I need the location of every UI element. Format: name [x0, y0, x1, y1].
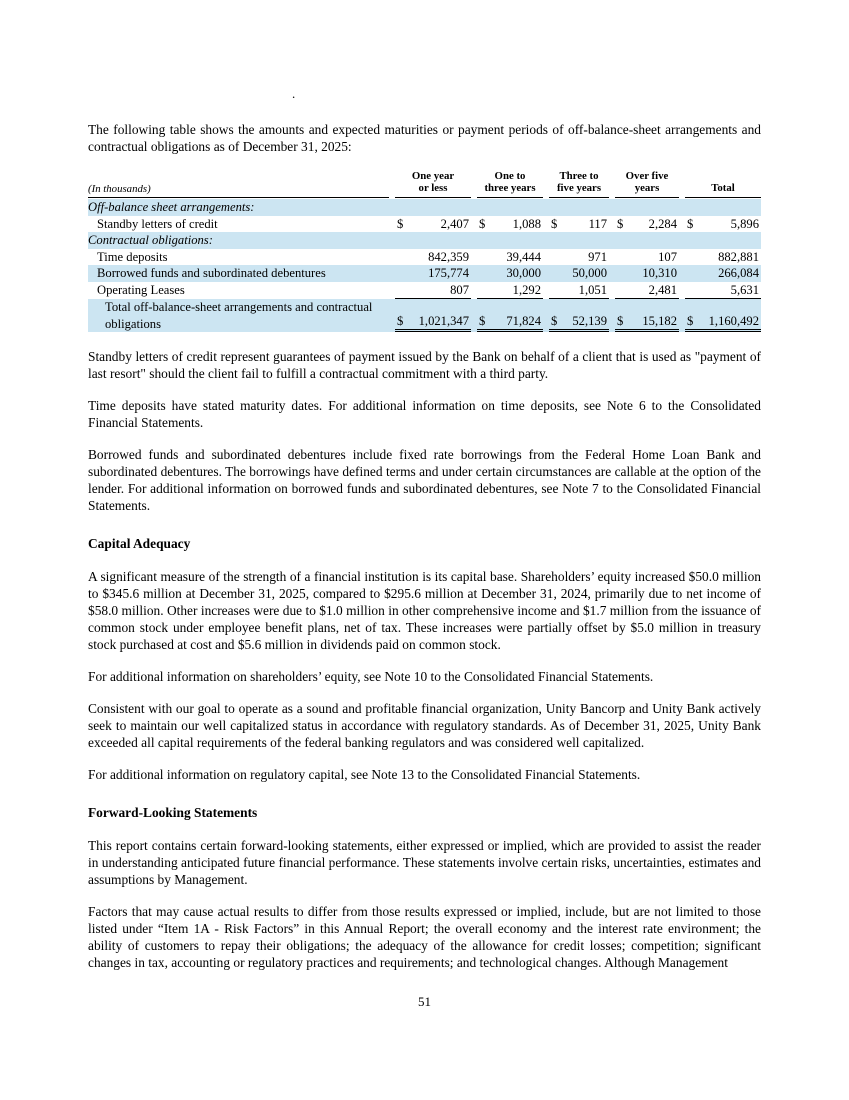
- cell-one-year: [395, 265, 471, 282]
- dollar-sign: $: [551, 216, 558, 231]
- forward-looking-p1: This report contains certain forward-looking statements, either expressed or implied, which are provided to assist the reader in understanding anticipated future financial performance. These statements involve certain risks, uncertainties, estimates and assumptions by Management.: [88, 838, 761, 887]
- row-label: Borrowed funds and subordinated debentures: [97, 266, 326, 280]
- cell-total: [685, 249, 761, 266]
- table-row-operating-leases: [88, 282, 761, 300]
- intro-paragraph: The following table shows the amounts and expected maturities or payment periods of off-balance-sheet arrangements and contractual obligations as of December 31, 2025:: [88, 122, 761, 154]
- capital-adequacy-p4: For additional information on regulatory capital, see Note 13 to the Consolidated Financial Statements.: [88, 767, 641, 782]
- capital-adequacy-heading: Capital Adequacy: [88, 536, 191, 551]
- amount: 50,000: [572, 266, 607, 280]
- amount: 2,481: [648, 282, 677, 297]
- dollar-sign: $: [479, 216, 486, 231]
- table-row-grand-total: [88, 299, 761, 332]
- header-line: Total: [711, 182, 735, 194]
- table-row-standby-letters: [88, 216, 761, 233]
- standby-paragraph: Standby letters of credit represent guarantees of payment issued by the Bank on behalf of a client that is used as "payment of last resort" should the client fail to fulfill a contractual commitment with a third party.: [88, 349, 761, 381]
- cell-over-five: [615, 282, 679, 300]
- cell-three-to-five: [549, 249, 609, 266]
- col-header-one-to-three-years: [477, 170, 543, 198]
- table-row-borrowed-funds: [88, 265, 761, 282]
- cell-one-to-three: [477, 265, 543, 282]
- capital-adequacy-p3: Consistent with our goal to operate as a sound and profitable financial organization, Unity Bancorp and Unity Bank actively seek to maintain our well capitalized status in accordance with regulatory standards. As of December 31, 2025, Unity Bank exceeded all capital requirements of the federal banking regulators and was considered well capitalized.: [88, 701, 761, 750]
- amount: 71,824: [506, 313, 541, 328]
- header-line: Three to: [559, 170, 599, 182]
- header-line: One year: [411, 170, 455, 182]
- cell-one-to-three: [477, 313, 543, 333]
- header-line: One to: [494, 170, 526, 182]
- capital-adequacy-p2: For additional information on shareholders’ equity, see Note 10 to the Consolidated Financial Statements.: [88, 669, 654, 684]
- header-line: five years: [556, 182, 602, 194]
- dollar-sign: $: [479, 313, 486, 328]
- amount: 15,182: [642, 313, 677, 328]
- amount: 1,051: [578, 282, 607, 297]
- table-row-time-deposits: [88, 249, 761, 266]
- col-header-total: [685, 170, 761, 198]
- col-header-over-five-years: [615, 170, 679, 198]
- header-line: Over five: [625, 170, 669, 182]
- col-header-one-year-or-less: [395, 170, 471, 198]
- row-label: Total off-balance-sheet arrangements and contractual obligations: [105, 300, 373, 331]
- dollar-sign: $: [551, 313, 558, 328]
- dollar-sign: $: [397, 216, 404, 231]
- header-line: three years: [484, 182, 536, 194]
- amount: 266,084: [718, 266, 759, 280]
- cell-total: [685, 313, 761, 333]
- cell-over-five: [615, 313, 679, 333]
- amount: 10,310: [642, 266, 677, 280]
- cell-total: [685, 216, 761, 233]
- cell-one-to-three: [477, 249, 543, 266]
- amount: 5,631: [730, 282, 759, 297]
- cell-over-five: [615, 216, 679, 233]
- cell-total: [685, 265, 761, 282]
- capital-adequacy-p1: A significant measure of the strength of a financial institution is its capital base. Shareholders’ equity increased $50.0 million to $345.6 million at December 31, 2025, compared to $295.6 million at December 31, 2024, primarily due to net income of $58.0 million. Other increases were due to $1.0 million in other comprehensive income and $1.7 million from the issuance of common stock under employee benefit plans, net of tax. These increases were partially offset by $5.0 million in treasury stock purchased at cost and $5.6 million in dividends paid on common stock.: [88, 569, 761, 652]
- row-label: Time deposits: [97, 249, 168, 264]
- time-deposits-paragraph: Time deposits have stated maturity dates. For additional information on time deposits, see Note 6 to the Consolidated Financial Statements.: [88, 398, 761, 430]
- header-line: or less: [418, 182, 448, 194]
- header-line: years: [634, 182, 660, 194]
- amount: 971: [588, 249, 607, 264]
- cell-three-to-five: [549, 313, 609, 333]
- amount: 1,160,492: [708, 313, 759, 328]
- amount: 107: [658, 249, 677, 264]
- amount: 807: [450, 282, 469, 297]
- col-header-three-to-five-years: [549, 170, 609, 198]
- table-row-contractual-section: [88, 232, 761, 249]
- cell-over-five: [615, 265, 679, 282]
- cell-total: [685, 282, 761, 300]
- table-row-off-balance-section: [88, 199, 761, 216]
- amount: 842,359: [428, 249, 469, 264]
- amount: 39,444: [506, 249, 541, 264]
- dollar-sign: $: [687, 313, 694, 328]
- document-content: [88, 0, 761, 986]
- cell-three-to-five: [549, 282, 609, 300]
- cell-one-year: [395, 249, 471, 266]
- forward-looking-p2: Factors that may cause actual results to differ from those results expressed or implied, include, but are not limited to those listed under “Item 1A - Risk Factors” in this Annual Report; the overall economy and the interest rate environment; the ability of customers to repay their obligations; the adequacy of the allowance for credit losses; competition; significant changes in tax, accounting or regulatory practices and requirements; and technological changes. Although Management: [88, 904, 761, 970]
- cell-one-year: [395, 282, 471, 300]
- cell-one-year: [395, 216, 471, 233]
- row-label: Operating Leases: [97, 282, 185, 297]
- borrowed-funds-paragraph: Borrowed funds and subordinated debentures include fixed rate borrowings from the Federal Home Loan Bank and subordinated debentures. The borrowings have defined terms and under certain circumstances are callable at the option of the lender. For additional information on borrowed funds and subordinated debentures, see Note 7 to the Consolidated Financial Statements.: [88, 447, 761, 513]
- amount: 2,407: [440, 216, 469, 231]
- table-header-row: [88, 170, 761, 198]
- amount: 175,774: [428, 266, 469, 280]
- row-label: Standby letters of credit: [97, 216, 218, 231]
- amount: 52,139: [572, 313, 607, 328]
- dollar-sign: $: [687, 216, 694, 231]
- amount: 30,000: [506, 266, 541, 280]
- cell-one-to-three: [477, 216, 543, 233]
- obligations-table: [88, 170, 761, 332]
- cell-one-to-three: [477, 282, 543, 300]
- amount: 1,292: [512, 282, 541, 297]
- amount: 1,021,347: [418, 313, 469, 328]
- forward-looking-heading: Forward-Looking Statements: [88, 805, 258, 820]
- amount: 2,284: [648, 216, 677, 231]
- units-label-cell: [88, 170, 389, 198]
- cell-three-to-five: [549, 216, 609, 233]
- units-label: (In thousands): [88, 183, 151, 195]
- dollar-sign: $: [617, 216, 624, 231]
- page-number: 51: [418, 994, 431, 1009]
- dollar-sign: $: [397, 313, 404, 328]
- amount: 882,881: [718, 249, 759, 264]
- amount: 117: [588, 216, 607, 231]
- amount: 1,088: [512, 216, 541, 231]
- section-label: Off-balance sheet arrangements:: [88, 200, 255, 214]
- cell-three-to-five: [549, 265, 609, 282]
- section-label: Contractual obligations:: [88, 233, 213, 247]
- amount: 5,896: [730, 216, 759, 231]
- dollar-sign: $: [617, 313, 624, 328]
- cell-one-year: [395, 313, 471, 333]
- stray-mark: .: [292, 86, 296, 101]
- cell-over-five: [615, 249, 679, 266]
